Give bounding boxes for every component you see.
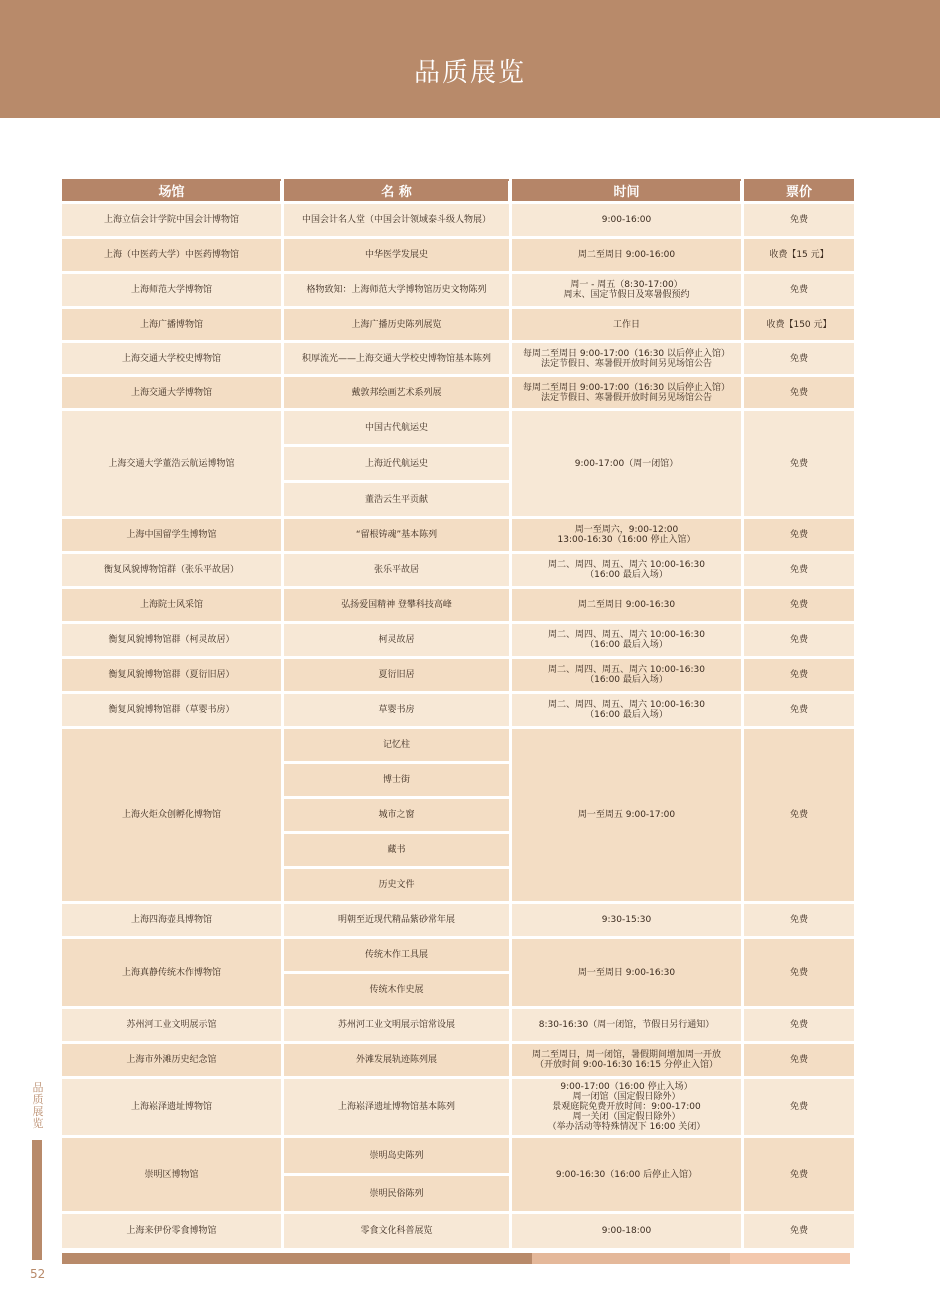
table-row (62, 589, 854, 621)
venue-cell: 上海（中医药大学）中医药博物馆 (62, 239, 281, 271)
venue-cell: 衡复风貌博物馆群（张乐平故居） (62, 554, 281, 586)
time-cell: 周二、周四、周五、周六 10:00-16:30 （16:00 最后入场） (512, 694, 741, 726)
exhibition-name-cell: 中国会计名人堂（中国会计领域泰斗级人物展） (284, 204, 509, 236)
time-cell: 每周二至周日 9:00-17:00（16:30 以后停止入馆） 法定节假日、寒暑假开放时间另见场馆公告 (512, 343, 741, 374)
price-cell: 免费 (744, 939, 854, 1006)
venue-cell: 上海四海壶具博物馆 (62, 904, 281, 936)
table-row (62, 904, 854, 936)
side-section-label: 品质展览 (32, 1081, 44, 1130)
column-header-venue: 场馆 (62, 179, 281, 201)
table-row (62, 1214, 854, 1248)
column-header-time: 时间 (512, 179, 741, 201)
venue-cell: 上海中国留学生博物馆 (62, 519, 281, 551)
table-row (62, 694, 854, 726)
time-cell: 周一至周日 9:00-16:30 (512, 939, 741, 1006)
exhibition-name-cell: 零食文化科普展览 (284, 1214, 509, 1248)
time-cell: 周二至周日 9:00-16:00 (512, 239, 741, 271)
exhibition-name-cell: 董浩云生平贡献 (284, 483, 509, 516)
exhibition-name-cell: 柯灵故居 (284, 624, 509, 656)
table-header-row (62, 179, 854, 201)
exhibition-table (59, 176, 857, 1251)
exhibition-name-cell: 上海崧泽遗址博物馆基本陈列 (284, 1079, 509, 1135)
time-cell: 周二、周四、周五、周六 10:00-16:30 （16:00 最后入场） (512, 659, 741, 691)
exhibition-name-cell: “留根铸魂”基本陈列 (284, 519, 509, 551)
venue-cell: 上海火炬众创孵化博物馆 (62, 729, 281, 901)
price-cell: 收费【150 元】 (744, 309, 854, 340)
venue-cell: 苏州河工业文明展示馆 (62, 1009, 281, 1041)
time-cell: 9:00-17:00（周一闭馆） (512, 411, 741, 516)
venue-cell: 衡复风貌博物馆群（柯灵故居） (62, 624, 281, 656)
footer-bar (62, 1253, 850, 1264)
side-accent-bar (32, 1140, 42, 1260)
column-header-price: 票价 (744, 179, 854, 201)
time-cell: 9:30-15:30 (512, 904, 741, 936)
exhibition-name-cell: 传统木作工具展 (284, 939, 509, 971)
exhibition-name-cell: 藏书 (284, 834, 509, 866)
venue-cell: 上海崧泽遗址博物馆 (62, 1079, 281, 1135)
column-header-name: 名 称 (284, 179, 509, 201)
exhibition-name-cell: 崇明岛史陈列 (284, 1138, 509, 1173)
price-cell: 免费 (744, 519, 854, 551)
venue-cell: 衡复风貌博物馆群（夏衍旧居） (62, 659, 281, 691)
exhibition-name-cell: 上海近代航运史 (284, 447, 509, 480)
venue-cell: 上海院士风采馆 (62, 589, 281, 621)
price-cell: 免费 (744, 343, 854, 374)
venue-cell: 上海广播博物馆 (62, 309, 281, 340)
venue-cell: 上海来伊份零食博物馆 (62, 1214, 281, 1248)
time-cell: 工作日 (512, 309, 741, 340)
time-cell: 9:00-18:00 (512, 1214, 741, 1248)
exhibition-name-cell: 张乐平故居 (284, 554, 509, 586)
time-cell: 周一至周六，9:00-12:00 13:00-16:30（16:00 停止入馆） (512, 519, 741, 551)
header-banner (0, 0, 940, 118)
price-cell: 免费 (744, 411, 854, 516)
time-cell: 周二、周四、周五、周六 10:00-16:30 （16:00 最后入场） (512, 554, 741, 586)
venue-cell: 衡复风貌博物馆群（草婴书房） (62, 694, 281, 726)
table-row (62, 411, 854, 444)
venue-cell: 上海真静传统木作博物馆 (62, 939, 281, 1006)
venue-cell: 上海师范大学博物馆 (62, 274, 281, 306)
exhibition-name-cell: 夏衍旧居 (284, 659, 509, 691)
exhibition-name-cell: 明朝至近现代精品紫砂常年展 (284, 904, 509, 936)
price-cell: 免费 (744, 1079, 854, 1135)
time-cell: 9:00-16:30（16:00 后停止入馆） (512, 1138, 741, 1211)
price-cell: 免费 (744, 204, 854, 236)
time-cell: 每周二至周日 9:00-17:00（16:30 以后停止入馆） 法定节假日、寒暑假开放时间另见场馆公告 (512, 377, 741, 408)
exhibition-name-cell: 外滩发展轨迹陈列展 (284, 1044, 509, 1076)
price-cell: 免费 (744, 554, 854, 586)
table-row (62, 554, 854, 586)
exhibition-name-cell: 弘扬爱国精神 登攀科技高峰 (284, 589, 509, 621)
venue-cell: 上海交通大学董浩云航运博物馆 (62, 411, 281, 516)
venue-cell: 上海市外滩历史纪念馆 (62, 1044, 281, 1076)
table-row (62, 624, 854, 656)
exhibition-name-cell: 崇明民俗陈列 (284, 1176, 509, 1211)
price-cell: 免费 (744, 589, 854, 621)
price-cell: 免费 (744, 274, 854, 306)
exhibition-name-cell: 格物致知：上海师范大学博物馆历史文物陈列 (284, 274, 509, 306)
table-row (62, 1138, 854, 1173)
price-cell: 免费 (744, 1138, 854, 1211)
price-cell: 免费 (744, 659, 854, 691)
price-cell: 收费【15 元】 (744, 239, 854, 271)
price-cell: 免费 (744, 1214, 854, 1248)
venue-cell: 上海立信会计学院中国会计博物馆 (62, 204, 281, 236)
table-row (62, 1009, 854, 1041)
price-cell: 免费 (744, 1044, 854, 1076)
price-cell: 免费 (744, 1009, 854, 1041)
table-row (62, 1044, 854, 1076)
exhibition-name-cell: 积厚流光——上海交通大学校史博物馆基本陈列 (284, 343, 509, 374)
page-title: 品质展览 (413, 58, 526, 88)
time-cell: 周二至周日，周一闭馆，暑假期间增加周一开放 （开放时间 9:00-16:30 16:15 分停止入馆） (512, 1044, 741, 1076)
exhibition-name-cell: 戴敦邦绘画艺术系列展 (284, 377, 509, 408)
price-cell: 免费 (744, 729, 854, 901)
table-row (62, 204, 854, 236)
exhibition-name-cell: 历史文件 (284, 869, 509, 901)
exhibition-name-cell: 中国古代航运史 (284, 411, 509, 444)
time-cell: 9:00-16:00 (512, 204, 741, 236)
price-cell: 免费 (744, 377, 854, 408)
table-row (62, 729, 854, 761)
table-row (62, 274, 854, 306)
footer-bar-segment (532, 1253, 730, 1264)
price-cell: 免费 (744, 624, 854, 656)
exhibition-name-cell: 记忆柱 (284, 729, 509, 761)
table-row (62, 519, 854, 551)
footer-bar-segment (62, 1253, 532, 1264)
venue-cell: 上海交通大学博物馆 (62, 377, 281, 408)
exhibition-name-cell: 草婴书房 (284, 694, 509, 726)
price-cell: 免费 (744, 904, 854, 936)
table-row (62, 309, 854, 340)
exhibition-name-cell: 传统木作史展 (284, 974, 509, 1006)
table-row (62, 939, 854, 971)
time-cell: 周一 - 周五（8:30-17:00） 周末、国定节假日及寒暑假预约 (512, 274, 741, 306)
table-row (62, 659, 854, 691)
exhibition-name-cell: 中华医学发展史 (284, 239, 509, 271)
time-cell: 8:30-16:30（周一闭馆，节假日另行通知） (512, 1009, 741, 1041)
page-number: 52 (30, 1267, 46, 1281)
table-row (62, 239, 854, 271)
time-cell: 周二至周日 9:00-16:30 (512, 589, 741, 621)
table-row (62, 1079, 854, 1135)
price-cell: 免费 (744, 694, 854, 726)
time-cell: 周一至周五 9:00-17:00 (512, 729, 741, 901)
time-cell: 周二、周四、周五、周六 10:00-16:30 （16:00 最后入场） (512, 624, 741, 656)
exhibition-name-cell: 博士街 (284, 764, 509, 796)
exhibition-name-cell: 苏州河工业文明展示馆常设展 (284, 1009, 509, 1041)
venue-cell: 崇明区博物馆 (62, 1138, 281, 1211)
venue-cell: 上海交通大学校史博物馆 (62, 343, 281, 374)
exhibition-name-cell: 上海广播历史陈列展览 (284, 309, 509, 340)
exhibition-name-cell: 城市之窗 (284, 799, 509, 831)
footer-bar-segment (730, 1253, 850, 1264)
table-row (62, 377, 854, 408)
table-row (62, 343, 854, 374)
time-cell: 9:00-17:00（16:00 停止入场） 周一闭馆（国定假日除外） 景观庭院免费开放时间：9:00-17:00 周一关闭（国定假日除外） （举办活动等特殊情况下 16:00 关闭） (512, 1079, 741, 1135)
